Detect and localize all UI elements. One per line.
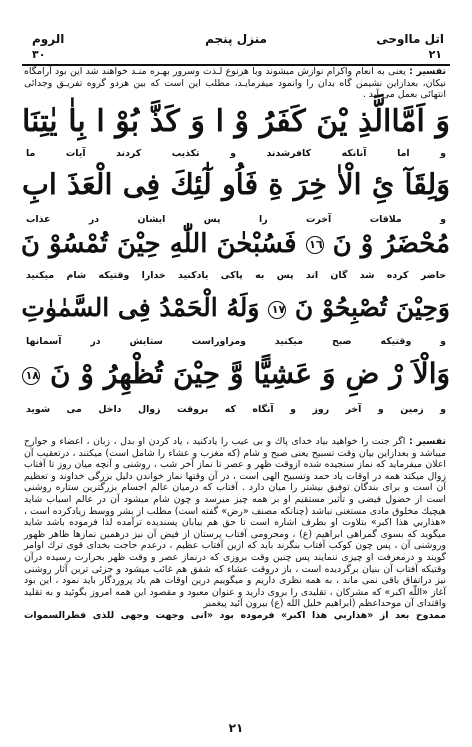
verse-line-2 — [22, 166, 450, 202]
translation-line-3: حاضر کرده شد گان اند پس به پاکی یادکنید خدارا وقتیکه شام میکنید — [26, 270, 446, 281]
tafsir-label: تفسیر : — [409, 66, 446, 77]
juz-title: اتل مااوحی — [376, 32, 444, 46]
verse-line-1 — [22, 104, 450, 140]
verse-number-marker: ١٧ — [268, 301, 286, 319]
verse-line-4 — [22, 290, 450, 326]
verse-text: وَحِيْنَ تُصْبِحُوْ نَ — [294, 293, 450, 322]
tafsir-paragraph-top — [24, 66, 446, 101]
translation-line-1: و اما آنانکه کافرشدند و تکذیب کردند آیات ما — [26, 148, 446, 159]
translation-line-2: و ملاقات آخرت را پس ایشان در عذاب — [26, 214, 446, 225]
translation-line-5: و زمین و آخر روز و آنگاه که بروقت زوال داخل می شوید — [26, 404, 446, 415]
tafsir-text: اگر جنت را خواهید بیاد خدای پاك و بی عیب را یادکنید ، یاد کردن او بدل ، زبان ، اعضاء و جوارح میباشد و بعدازاین بیان وقت تسبیح یعنی صبح و شام (که مغرب و عشاء را شامل است) میکنند ، درتعقیب آن اعلان میفرماید که نماز سنجیده شده ازوقت ظهر و عصر تا نماز آخر شب ، روشنی و آنچه میان روز تا آفتاب زوال میکند همه در اوقات یاد حمد وتسبیح الهی است ، در آن وقتها نماز خواندن دلیل بزرگی خداوند و تعظیم آن است و برای بندگان توفیق بیشتر را میان دارد . آفتاب که درمیان عالم اجسام بزرگترین ستاره روشنی است از حضول فیضی و تأثیر مستقیم او بر همه چیز میرسد و چون شام میشود آن در عالم اسباب شاید هیچیك مخلوق مادی مستغنی نباشد (چنانکه مصنف «رض» گفته است) مطلب از بشر ووسط زیادکرده است ، «هذاربي هذا اكبر» بتلاوت او بطرف اشاره است تا حق هم بیابان پسندیده ترآمده لذا فرموده باشد شاید میگوید که بسوی گمراهی ابراهیم (ع) ، ومحرومی آفتاب پرستان از فیض آن نیز درهمین نمازها ظاهر ظهور وروشنی آن ، پس چون کوکب آفتاب بنگرند باید که ازین آفتاب عظیم ، درعدم حاجت بخدای قوی ترك اوامر گویند و درمعرفت او چیزی ننمایند پس چنین وقت بروزی که درنماز عصر و وقت ظهر بحرارت رسیده درآن وقتیکه آفتاب آن بنیان برگردیده است ، باز دروقت عشاء که شفق هم غائب میشود و جزئی ترین آثار روشنی نیز دراتفاق باقی نمی ماند ، به همه نظری داریم و میگوییم درین اوقات هم یاد پروردگار باید نمود ، این بود آغاز «اللّٰه اكبر» که مشرکان ، تقلیدی را بروی دارید و عنوان معبود و مقصود این همه امروز بگوئید و به تقلید واقتدای آن موحداعظم (ابراهیم خلیل الله (ع) بیرون آئید پیغمبر — [24, 436, 446, 610]
verse-text: مُحْضَرُ وْ نَ — [332, 229, 450, 259]
verse-line-5 — [22, 356, 450, 392]
verse-text: وَالْاَ رْ ضِ وَ عَشِيًّا وَّ حِيْنَ تُظْهِرُ وْ نَ — [49, 357, 450, 390]
verse-line-3 — [22, 226, 450, 262]
verse-text: وَ اَمَّاالَّذِ يْنَ كَفَرُ وْ ا وَ كَذَّ بُوْ ا بِاٰ يٰتِنَا — [22, 104, 450, 139]
manzil-title: منزل پنجم — [205, 32, 267, 46]
tafsir-paragraph-bottom — [24, 436, 446, 622]
page-number: ۲۱ — [228, 721, 244, 735]
juz-number: ۲۱ — [428, 48, 442, 61]
surah-title: الروم — [32, 32, 65, 46]
verse-number-marker: ١٦ — [306, 236, 324, 254]
tafsir-text: یعنی به انعام واکرام نوازش میشوند وبا هرنوع لـذت وسرور بهـره منـد خواهند شد این بود آرامگاه نیکان، بعدازاین نشیمن گاه بدان را وانمود میفرمایـد، مطلب این است که بین هردو گروه تفریـق وجدائی انتهائی بعمل می آید . — [24, 66, 446, 101]
verse-number-marker: ١٨ — [22, 367, 40, 385]
verse-text: وَلَهُ الْحَمْدُ فِى السَّمٰوٰتِ — [21, 293, 260, 322]
surah-number: ۳۰ — [32, 48, 46, 61]
verse-text: فَسُبْحٰنَ اللّٰهِ حِيْنَ تُمْسُوْ نَ — [20, 229, 297, 259]
tafsir-label: تفسیر : — [408, 436, 446, 447]
translation-line-4: و وقتیکه صبح میکنید ومراوراست ستایش در آسمانها — [26, 336, 446, 347]
tafsir-last-line: ممدوح بعد از «هذاربي هذا اكبر» فرموده بود «انى وجهت وجهى للذى فطرالسموات — [24, 609, 446, 621]
verse-text: وَلِقَآ ئِ الْاٰ خِرَ ةِ فَاُو لٰٓئِكَ فِى الْعَذَ ابِ — [22, 167, 450, 201]
